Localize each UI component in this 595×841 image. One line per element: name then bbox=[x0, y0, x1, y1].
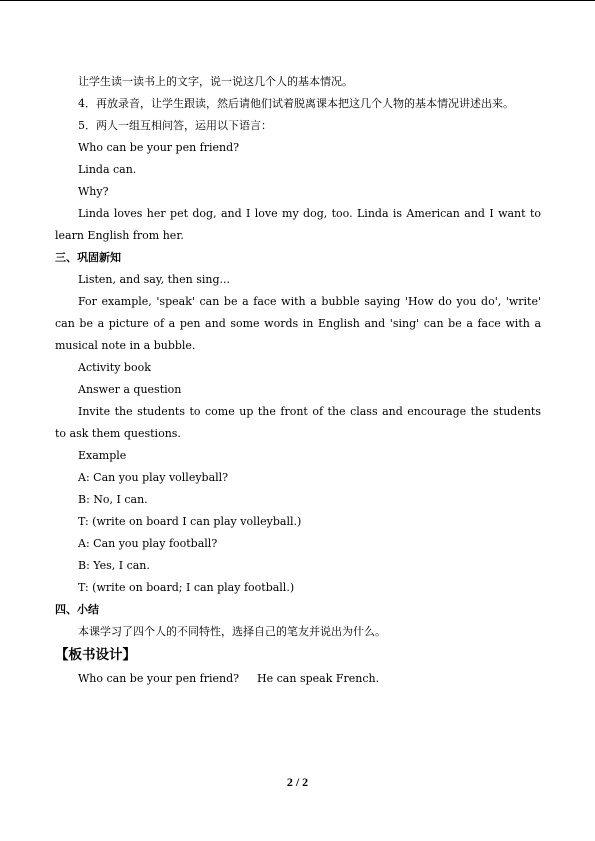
paragraph: 4．再放录音，让学生跟读，然后请他们试着脱离课本把这几个人物的基本情况讲述出来。 bbox=[78, 97, 514, 110]
top-rule bbox=[0, 0, 595, 1]
paragraph: A: Can you play volleyball? bbox=[78, 471, 229, 484]
section-heading: 四、小结 bbox=[55, 603, 99, 616]
board-question: Who can be your pen friend? bbox=[78, 672, 240, 685]
paragraph: B: No, I can. bbox=[78, 493, 148, 506]
paragraph: Linda loves her pet dog, and I love my dog, too. Linda is American and I want to learn English from her. bbox=[55, 207, 541, 242]
paragraph: Why? bbox=[78, 185, 109, 198]
paragraph: 让学生读一读书上的文字，说一说这几个人的基本情况。 bbox=[78, 75, 353, 88]
paragraph: 5．两人一组互相问答，运用以下语言： bbox=[78, 119, 272, 132]
paragraph: 本课学习了四个人的不同特性，选择自己的笔友并说出为什么。 bbox=[78, 625, 386, 638]
paragraph: Answer a question bbox=[78, 383, 182, 396]
board-design-line bbox=[55, 668, 541, 690]
board-answer: He can speak French. bbox=[257, 672, 380, 685]
paragraph: B: Yes, I can. bbox=[78, 559, 150, 572]
paragraph: T: (write on board; I can play football.) bbox=[78, 581, 295, 594]
board-design-heading: 【板书设计】 bbox=[55, 647, 136, 663]
paragraph: Linda can. bbox=[78, 163, 137, 176]
paragraph: Invite the students to come up the front of the class and encourage the students to ask them questions. bbox=[55, 405, 541, 440]
document-body bbox=[55, 71, 541, 690]
paragraph: T: (write on board I can play volleyball.) bbox=[78, 515, 302, 528]
paragraph: A: Can you play football? bbox=[78, 537, 218, 550]
section-heading: 三、巩固新知 bbox=[55, 251, 121, 264]
paragraph: Who can be your pen friend? bbox=[78, 141, 240, 154]
page-number: 2 / 2 bbox=[286, 775, 309, 789]
paragraph: Example bbox=[78, 449, 127, 462]
paragraph: For example, 'speak' can be a face with a bubble saying 'How do you do', 'write' can be a picture of a pen and some words in English and 'sing' can be a face with a musical note in a bubble. bbox=[55, 295, 541, 352]
paragraph: Activity book bbox=[78, 361, 151, 374]
paragraph: Listen, and say, then sing... bbox=[78, 273, 230, 286]
